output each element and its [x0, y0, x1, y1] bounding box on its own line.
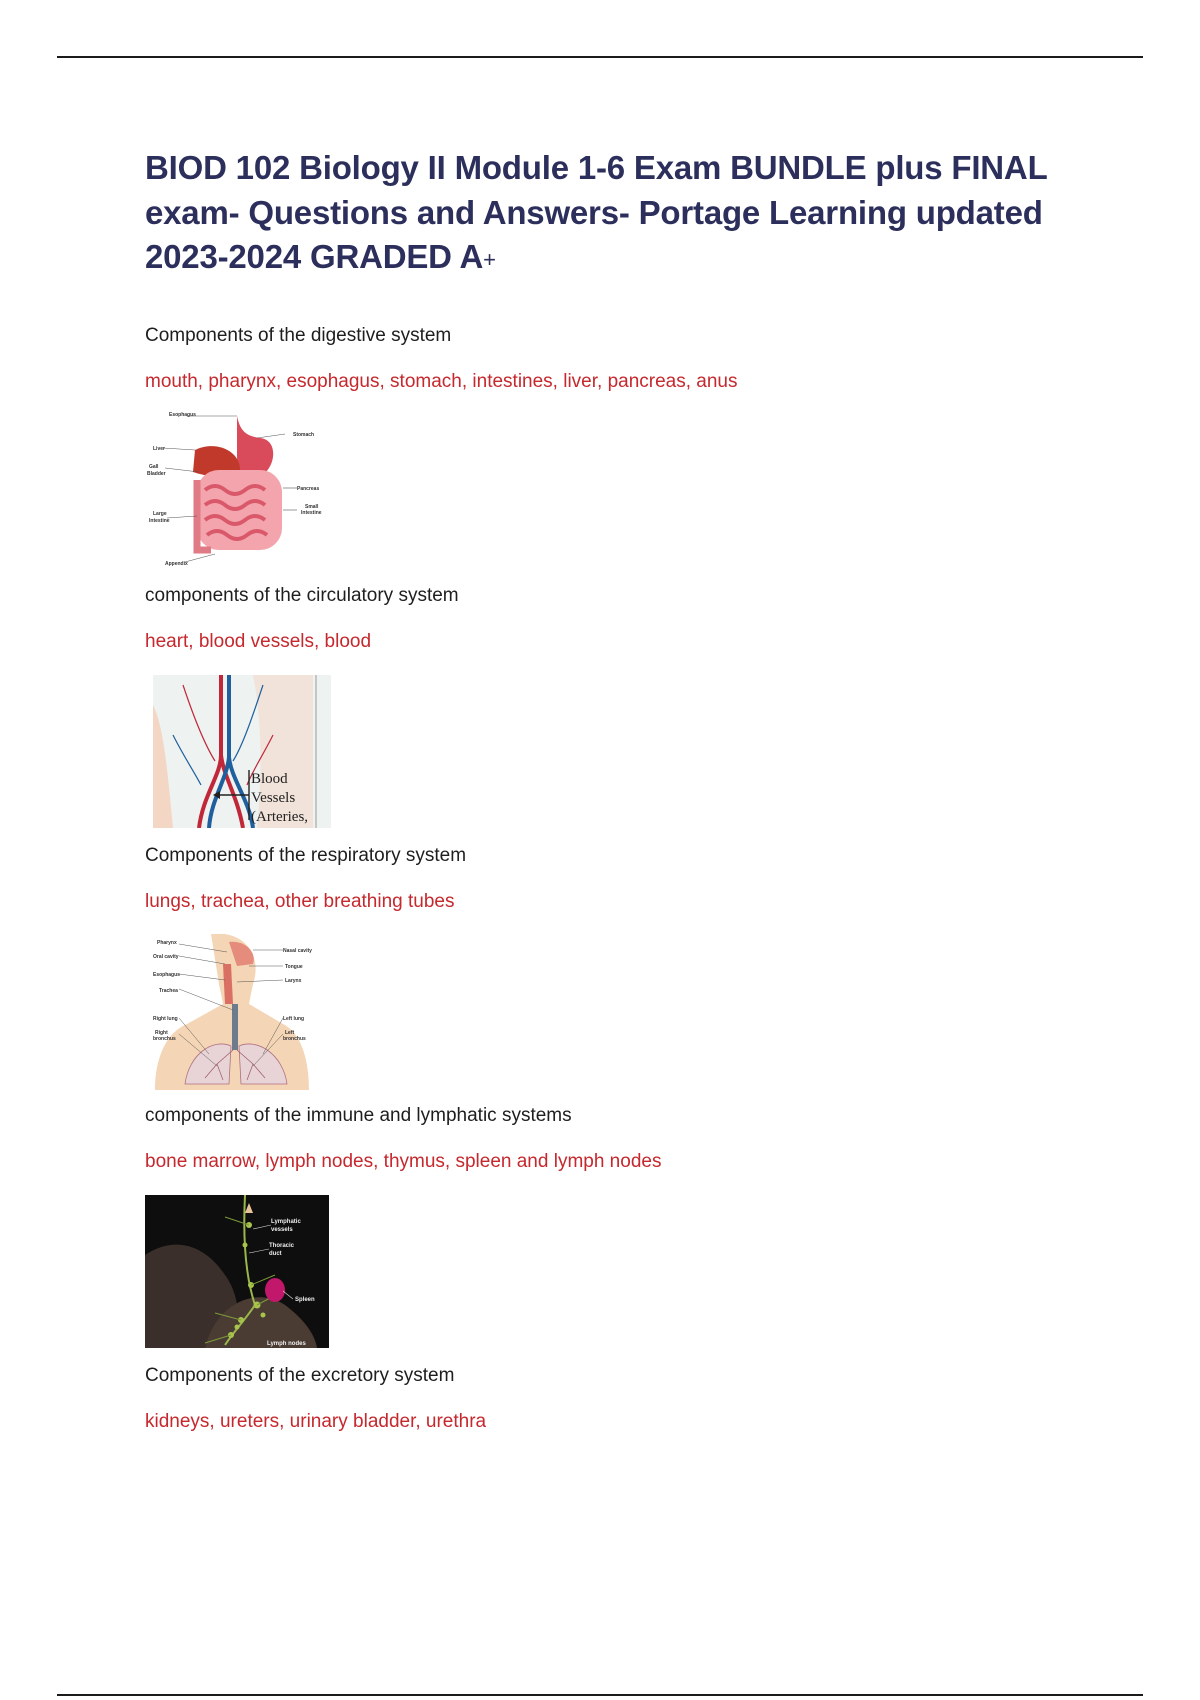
- question-digestive: Components of the digestive system: [145, 325, 452, 346]
- page-title: BIOD 102 Biology II Module 1-6 Exam BUNDLE plus FINAL exam- Questions and Answers- Portage Learning updated 2023-2024 GRADED A+: [145, 149, 1047, 275]
- svg-text:Liver: Liver: [153, 446, 165, 452]
- svg-text:Thoracic: Thoracic: [269, 1243, 295, 1249]
- answer-lymphatic: bone marrow, lymph nodes, thymus, spleen and lymph nodes: [145, 1151, 662, 1172]
- answer-excretory: kidneys, ureters, urinary bladder, urethra: [145, 1411, 487, 1432]
- answer-digestive: mouth, pharynx, esophagus, stomach, intestines, liver, pancreas, anus: [145, 371, 738, 392]
- svg-text:Nasal cavity: Nasal cavity: [283, 948, 312, 954]
- svg-text:Gall: Gall: [149, 464, 159, 470]
- top-rule: [57, 56, 1143, 58]
- svg-text:Left lung: Left lung: [283, 1016, 305, 1022]
- lymphatic-system-icon: [145, 1195, 329, 1348]
- svg-text:Stomach: Stomach: [293, 432, 315, 438]
- svg-text:Pharynx: Pharynx: [157, 940, 177, 946]
- svg-text:Appendix: Appendix: [165, 561, 188, 567]
- svg-text:Esophagus: Esophagus: [153, 972, 180, 978]
- svg-text:Oral cavity: Oral cavity: [153, 954, 179, 960]
- svg-text:Lymph nodes: Lymph nodes: [267, 1341, 306, 1347]
- svg-text:Vessels: Vessels: [251, 790, 296, 806]
- question-lymphatic: components of the immune and lymphatic systems: [145, 1105, 572, 1126]
- svg-text:(Arteries,: (Arteries,: [251, 809, 309, 825]
- question-respiratory: Components of the respiratory system: [145, 845, 467, 866]
- svg-text:Blood: Blood: [251, 771, 288, 787]
- svg-text:duct: duct: [269, 1251, 282, 1257]
- svg-text:Trachea: Trachea: [159, 988, 178, 994]
- blood-vessels-icon: [153, 675, 331, 828]
- bottom-rule: [57, 1694, 1143, 1696]
- svg-text:Small: Small: [305, 504, 319, 510]
- svg-text:Lymphatic: Lymphatic: [271, 1219, 301, 1225]
- document-header: [145, 146, 1085, 283]
- svg-text:Esophagus: Esophagus: [169, 412, 196, 418]
- svg-text:Intestine: Intestine: [301, 510, 322, 516]
- svg-text:Intestine: Intestine: [149, 518, 170, 524]
- answer-respiratory: lungs, trachea, other breathing tubes: [145, 891, 455, 912]
- question-circulatory: components of the circulatory system: [145, 585, 459, 606]
- svg-text:vessels: vessels: [271, 1227, 293, 1233]
- digestive-system-icon: [145, 410, 330, 570]
- question-excretory: Components of the excretory system: [145, 1365, 455, 1386]
- svg-text:Right: Right: [155, 1030, 168, 1036]
- answer-circulatory: heart, blood vessels, blood: [145, 631, 372, 652]
- svg-text:Left: Left: [285, 1030, 295, 1036]
- svg-text:Pancreas: Pancreas: [297, 486, 320, 492]
- svg-text:Tongue: Tongue: [285, 964, 303, 970]
- svg-text:bronchus: bronchus: [153, 1036, 176, 1042]
- svg-text:Bladder: Bladder: [147, 471, 166, 477]
- svg-text:Large: Large: [153, 511, 167, 517]
- svg-text:Larynx: Larynx: [285, 978, 302, 984]
- svg-text:Right lung: Right lung: [153, 1016, 178, 1022]
- svg-text:Spleen: Spleen: [295, 1297, 315, 1303]
- svg-text:bronchus: bronchus: [283, 1036, 306, 1042]
- respiratory-system-icon: [153, 934, 318, 1090]
